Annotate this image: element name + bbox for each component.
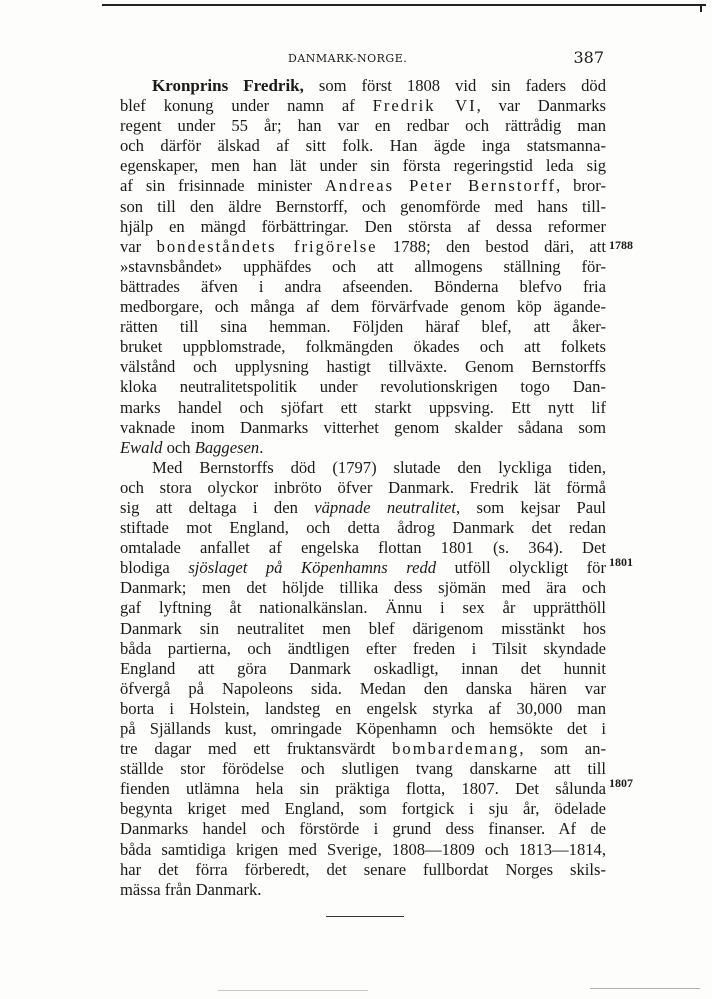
text-line: ställde stor förödelse och slutligen tvang danskarne att till <box>120 759 606 779</box>
text-line: borta i Holstein, landsteg en engelsk styrka af 30,000 man <box>120 698 606 718</box>
scan-artifact <box>218 990 368 991</box>
text-line: son till den äldre Bernstorff, och genomförde med hans till- <box>120 196 606 216</box>
text-line: sig att deltaga i den väpnade neutralitet, som kejsar Paul <box>120 497 606 517</box>
text-line: bättrades äfven i andra afseenden. Bönderna blefvo fria <box>120 276 606 296</box>
running-head: DANMARK-NORGE. <box>288 52 408 65</box>
page-header <box>120 50 606 70</box>
text-line: öfvergå på Napoleons sida. Medan den danska hären var <box>120 678 606 698</box>
scan-artifact <box>590 988 700 989</box>
text-line: rätten till sina hemman. Följden häraf blef, att åker- <box>120 317 606 337</box>
text-line: Kronprins Fredrik, som först 1808 vid sin faders död <box>152 76 606 95</box>
text-line: Danmark; men det höljde tillika dess sjömän med ära och <box>120 578 606 598</box>
text-line: blef konung under namn af Fredrik VI, var Danmarks <box>120 96 606 116</box>
text-line: bruket uppblomstrade, folkmängden ökades och att folkets <box>120 337 606 357</box>
text-line: England att göra Danmark oskadligt, innan det hunnit <box>120 658 606 678</box>
text-line: fienden utlämna hela sin präktiga flotta, 1807. Det sålunda <box>120 779 606 799</box>
scan-edge-rule <box>102 4 706 6</box>
text-line: Danmark sin neutralitet men blef därigenom misstänkt hos <box>120 618 606 638</box>
text-line: har det förra förberedt, det senare fullbordat Norges skils- <box>120 859 606 879</box>
text-line: välstånd och upplysning hastigt tillväxte. Genom Bernstorffs <box>120 357 606 377</box>
section-end-rule <box>326 916 404 917</box>
text-line: omtalade anfallet af engelska flottan 1801 (s. 364). Det <box>120 538 606 558</box>
text-line: Danmarks handel och förstörde i grund dess finanser. Af de <box>120 819 606 839</box>
text-line: af sin frisinnade minister Andreas Peter Bernstorff, bror- <box>120 176 606 196</box>
page-number: 387 <box>573 48 604 67</box>
text-line: medborgare, och många af dem förvärfvade genom köp ägande- <box>120 297 606 317</box>
text-line: på Själlands kust, omringade Köpenhamn och hemsökte det i <box>120 719 606 738</box>
text-line: och stora olyckor inbröto öfver Danmark. Fredrik lät förmå <box>120 477 606 497</box>
text-line: båda partierna, och ändtligen efter freden i Tilsit skyndade <box>120 638 606 658</box>
text-line: regent under 55 år; han var en redbar och rättrådig man <box>120 116 606 136</box>
text-line: tre dagar med ett fruktansvärdt bombardemang, som an- <box>120 739 607 759</box>
text-line: Med Bernstorffs död (1797) slutade den lyckliga tiden, <box>152 457 606 477</box>
text-line: marks handel och sjöfart ett starkt uppsving. Ett nytt lif <box>120 397 606 417</box>
text-line: båda samtidiga krigen med Sverige, 1808—1809 och 1813—1814, <box>120 839 606 859</box>
margin-year-1788: 1788 <box>609 238 633 252</box>
text-line: kloka neutralitetspolitik under revolutionskrigen togo Dan- <box>120 377 606 397</box>
text-line: begynta kriget med England, som fortgick i sju år, ödelade <box>120 799 606 819</box>
text-line: vaknade inom Danmarks vitterhet genom skalder sådana som <box>120 417 606 437</box>
text-line: var bondeståndets frigörelse 1788; den bestod däri, att <box>120 236 606 256</box>
text-line: gaf lyftning åt nationalkänslan. Ännu i sex år upprätthöll <box>120 598 606 618</box>
text-line: och därför älskad af sitt folk. Han ägde inga statsmanna- <box>120 136 606 156</box>
text-line: mässa från Danmark. <box>120 879 262 899</box>
text-line: stiftade mot England, och detta ådrog Danmark det redan <box>120 518 606 538</box>
scan-edge-rule-end <box>700 4 702 12</box>
margin-year-1801: 1801 <box>609 555 633 569</box>
text-line: blodiga sjöslaget på Köpenhamns redd utföll olyckligt för <box>120 558 606 578</box>
text-line: egenskaper, men han lät under sin första regeringstid leda sig <box>120 156 606 176</box>
margin-year-1807: 1807 <box>609 776 633 790</box>
text-line: Ewald och Baggesen. <box>120 437 264 457</box>
text-line: »stavnsbåndet» upphäfdes och att allmogens ställning för- <box>120 256 606 276</box>
body-text <box>120 76 606 900</box>
text-line: hjälp en mängd förbättringar. Den största af dessa reformer <box>120 216 606 236</box>
